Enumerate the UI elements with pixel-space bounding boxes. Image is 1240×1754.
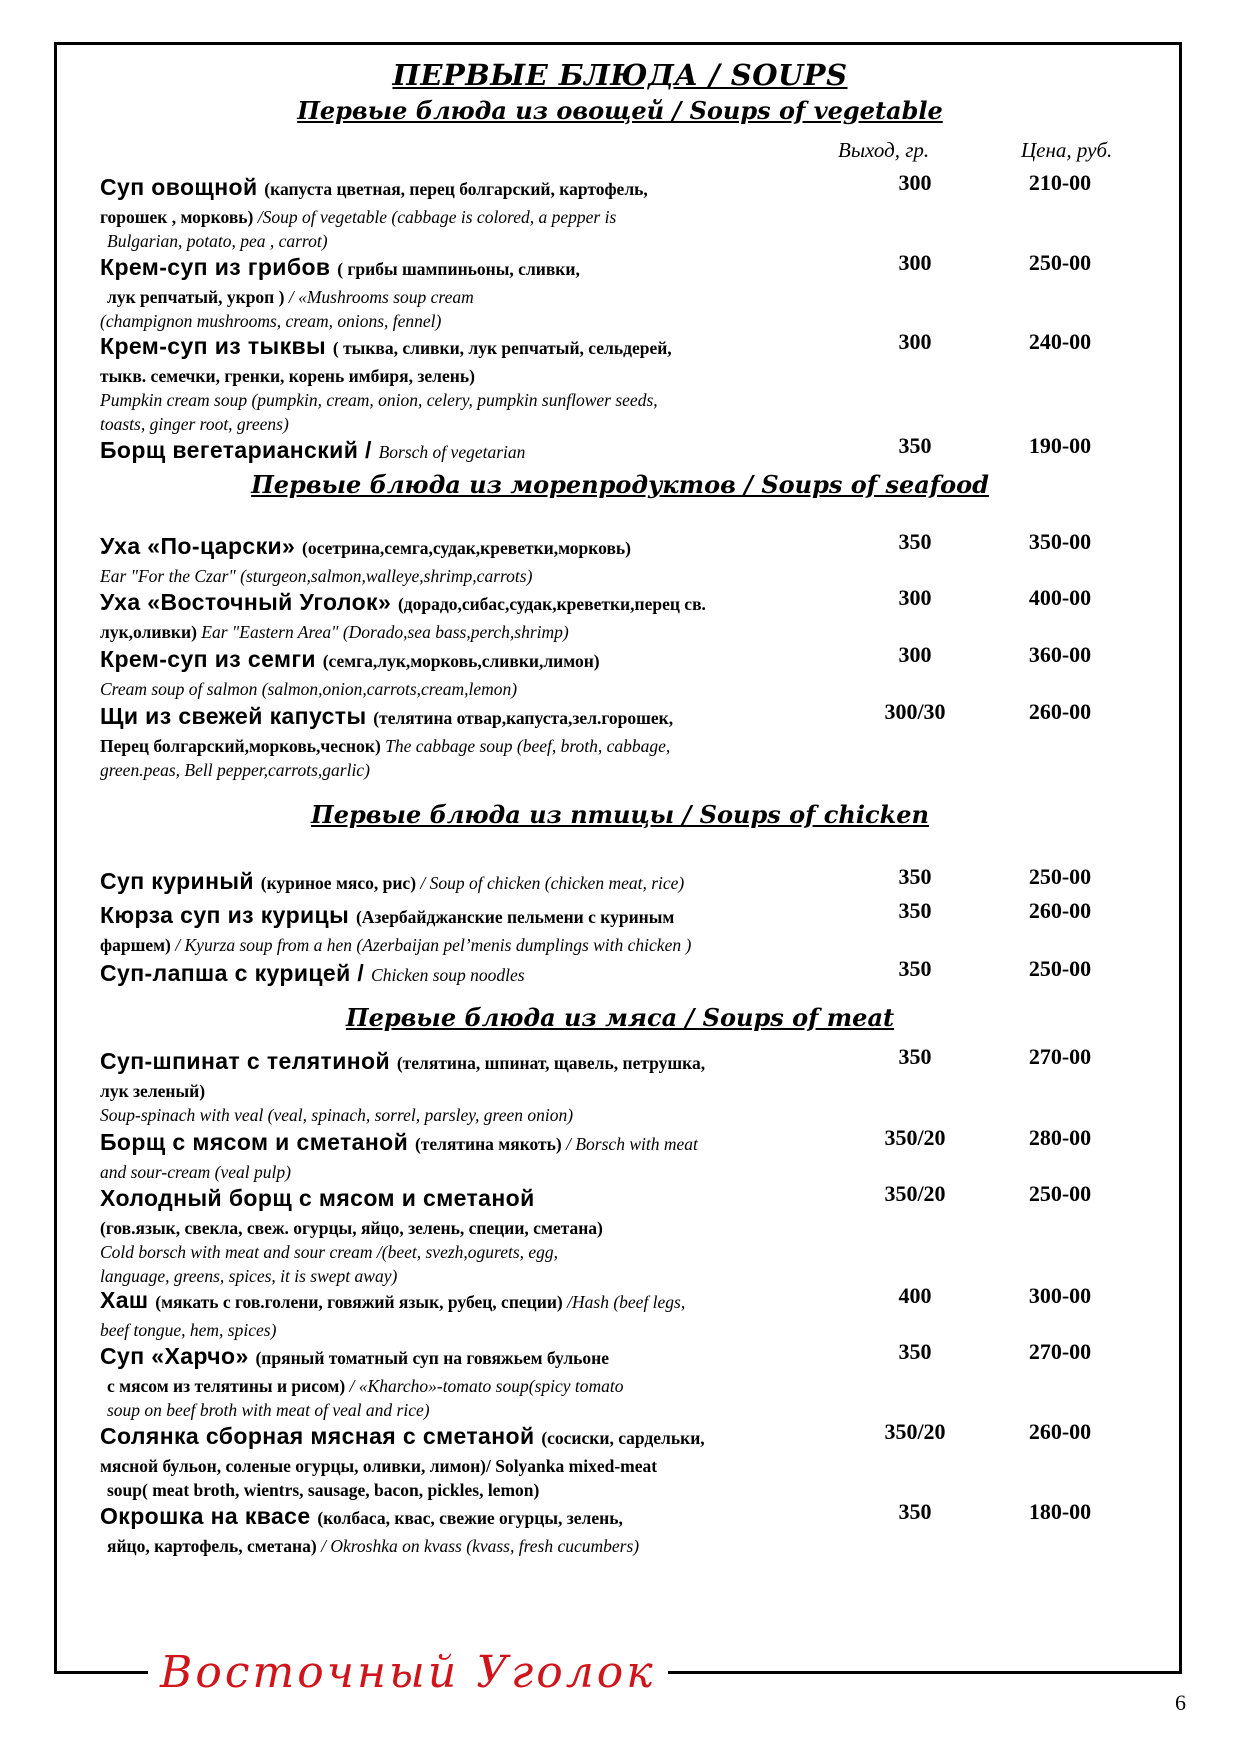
- dish-name: Борщ вегетарианский /: [100, 437, 379, 463]
- dish-ingredients-ru: (телятина отвар,капуста,зел.горошек,: [373, 708, 674, 728]
- dish-description-en: /Soup of vegetable (cabbage is colored, a pepper is: [257, 207, 617, 227]
- dish-description-en: green.peas, Bell pepper,carrots,garlic): [100, 760, 370, 780]
- dish-ingredients-ru: (куриное мясо, рис): [260, 873, 421, 893]
- dish-ingredients-ru: (дорадо,сибас,судак,креветки,перец св.: [397, 594, 706, 614]
- menu-item: [100, 958, 840, 992]
- page-title: ПЕРВЫЕ БЛЮДА / SOUPS: [392, 58, 848, 92]
- dish-ingredients-ru: (телятина мякоть): [414, 1134, 567, 1154]
- dish-ingredients-ru: тыкв. семечки, гренки, корень имбиря, зелень): [100, 366, 475, 386]
- section-title: Первые блюда из птицы / Soups of chicken: [311, 800, 929, 829]
- dish-description-en: / Kyurza soup from a hen (Azerbaijan pel’menis dumplings with chicken ): [175, 935, 692, 955]
- dish-description-en: / «Mushrooms soup cream: [288, 287, 474, 307]
- dish-yield: 350: [898, 898, 932, 923]
- section-title: Первые блюда из мяса / Soups of meat: [345, 1003, 895, 1032]
- dish-yield: 350/20: [884, 1419, 946, 1444]
- dish-description-en: soup on beef broth with meat of veal and rice): [107, 1400, 430, 1420]
- dish-name: Крем-суп из семги: [100, 646, 323, 672]
- dish-yield: 300: [898, 170, 932, 195]
- dish-yield: 350: [898, 1339, 932, 1364]
- dish-name: Суп «Харчо»: [100, 1343, 256, 1369]
- dish-ingredients-ru: (колбаса, квас, свежие огурцы, зелень,: [317, 1508, 623, 1528]
- dish-ingredients-ru: (капуста цветная, перец болгарский, картофель,: [264, 179, 648, 199]
- dish-yield: 350: [898, 1499, 932, 1524]
- dish-ingredients-ru: лук зеленый): [100, 1081, 206, 1101]
- dish-ingredients-ru: горошек , морковь): [100, 207, 258, 227]
- dish-description-en: Pumpkin cream soup (pumpkin, cream, onion, celery, pumpkin sunflower seeds,: [100, 390, 658, 410]
- dish-name: Суп куриный: [100, 868, 261, 894]
- dish-name: Суп-лапша с курицей /: [100, 960, 372, 986]
- dish-yield: 300: [898, 585, 932, 610]
- dish-name: Щи из свежей капусты: [100, 703, 374, 729]
- dish-name: Суп овощной: [100, 174, 265, 200]
- dish-ingredients-ru: с мясом из телятины и рисом): [107, 1376, 350, 1396]
- dish-yield: 350: [898, 864, 932, 889]
- dish-description-en: The cabbage soup (beef, broth, cabbage,: [385, 736, 671, 756]
- yield-column-header: Выход, гр.: [838, 138, 930, 162]
- dish-ingredients-ru: лук репчатый, укроп ): [107, 287, 289, 307]
- dish-ingredients-ru: soup( meat broth, wientrs, sausage, bacon, pickles, lemon): [107, 1480, 540, 1500]
- menu-item: [100, 331, 840, 437]
- dish-description-en: Ear "Eastern Area" (Dorado,sea bass,perch,shrimp): [201, 622, 569, 642]
- dish-name: Хаш: [100, 1287, 156, 1313]
- dish-ingredients-ru: ( грибы шампиньоны, сливки,: [337, 259, 580, 279]
- dish-ingredients-ru: (пряный томатный суп на говяжьем бульоне: [255, 1348, 610, 1368]
- dish-ingredients-ru: (мякать с гов.голени, говяжий язык, рубец, специи): [155, 1292, 568, 1312]
- dish-description-en: Soup-spinach with veal (veal, spinach, sorrel, parsley, green onion): [100, 1105, 574, 1125]
- dish-price: 350-00: [1028, 529, 1092, 554]
- menu-item: [100, 1127, 840, 1185]
- dish-ingredients-ru: (гов.язык, свекла, свеж. огурцы, яйцо, зелень, специи, сметана): [100, 1218, 603, 1238]
- menu-item: [100, 866, 840, 900]
- menu-item: [100, 1183, 840, 1289]
- dish-description-en: Bulgarian, potato, pea , carrot): [107, 231, 328, 251]
- dish-yield: 350: [898, 956, 932, 981]
- dish-price: 400-00: [1028, 585, 1092, 610]
- dish-ingredients-ru: (сосиски, сардельки,: [541, 1428, 705, 1448]
- dish-price: 180-00: [1028, 1499, 1092, 1524]
- menu-item: [100, 172, 840, 254]
- dish-yield: 350/20: [884, 1181, 946, 1206]
- menu-item: [100, 1046, 840, 1128]
- dish-yield: 350: [898, 433, 932, 458]
- price-column-header: Цена, руб.: [1021, 138, 1113, 162]
- menu-item: [100, 252, 840, 334]
- dish-price: 260-00: [1028, 1419, 1092, 1444]
- dish-description-en: / Soup of chicken (chicken meat, rice): [420, 873, 685, 893]
- dish-description-en: language, greens, spices, it is swept away): [100, 1266, 398, 1286]
- dish-price: 250-00: [1028, 250, 1092, 275]
- dish-ingredients-ru: ( тыква, сливки, лук репчатый, сельдерей,: [332, 338, 672, 358]
- dish-name: Окрошка на квасе: [100, 1503, 318, 1529]
- page-number: 6: [1175, 1690, 1186, 1715]
- dish-name: Крем-суп из тыквы: [100, 333, 333, 359]
- dish-description-en: and sour-cream (veal pulp): [100, 1162, 291, 1182]
- menu-item: [100, 701, 840, 783]
- menu-item: [100, 435, 840, 469]
- menu-item: [100, 1285, 840, 1343]
- dish-price: 250-00: [1028, 956, 1092, 981]
- dish-name: Солянка сборная мясная с сметаной: [100, 1423, 542, 1449]
- dish-name: Уха «По-царски»: [100, 533, 303, 559]
- dish-name: Борщ с мясом и сметаной: [100, 1129, 415, 1155]
- menu-item: [100, 644, 840, 702]
- dish-yield: 300: [898, 642, 932, 667]
- dish-ingredients-ru: лук,оливки): [100, 622, 202, 642]
- dish-price: 250-00: [1028, 1181, 1092, 1206]
- dish-description-en: / «Kharcho»-tomato soup(spicy tomato: [349, 1376, 624, 1396]
- dish-ingredients-ru: (осетрина,семга,судак,креветки,морковь): [302, 538, 631, 558]
- menu-item: [100, 1501, 840, 1559]
- dish-description-en: /Hash (beef legs,: [567, 1292, 686, 1312]
- dish-price: 190-00: [1028, 433, 1092, 458]
- dish-description-en: / Okroshka on kvass (kvass, fresh cucumbers): [321, 1536, 640, 1556]
- dish-description-en: Chicken soup noodles: [371, 965, 525, 985]
- dish-yield: 300: [898, 250, 932, 275]
- dish-name: Кюрза суп из курицы: [100, 902, 356, 928]
- dish-price: 250-00: [1028, 864, 1092, 889]
- dish-yield: 400: [898, 1283, 932, 1308]
- dish-name: Крем-суп из грибов: [100, 254, 338, 280]
- dish-description-en: Cream soup of salmon (salmon,onion,carrots,cream,lemon): [100, 679, 518, 699]
- dish-yield: 350/20: [884, 1125, 946, 1150]
- dish-yield: 300/30: [884, 699, 946, 724]
- dish-price: 280-00: [1028, 1125, 1092, 1150]
- dish-description-en: Cold borsch with meat and sour cream /(beet, svezh,ogurets, egg,: [100, 1242, 559, 1262]
- dish-description-en: beef tongue, hem, spices): [100, 1320, 277, 1340]
- dish-ingredients-ru: фаршем): [100, 935, 176, 955]
- dish-price: 260-00: [1028, 699, 1092, 724]
- dish-price: 210-00: [1028, 170, 1092, 195]
- dish-ingredients-ru: (телятина, шпинат, щавель, петрушка,: [396, 1053, 706, 1073]
- dish-description-en: toasts, ginger root, greens): [100, 414, 289, 434]
- dish-ingredients-ru: мясной бульон, соленые огурцы, оливки, лимон)/ Solyanka mixed-meat: [100, 1456, 658, 1476]
- dish-description-en: Ear "For the Czar" (sturgeon,salmon,walleye,shrimp,carrots): [100, 566, 533, 586]
- dish-yield: 350: [898, 529, 932, 554]
- dish-price: 260-00: [1028, 898, 1092, 923]
- dish-ingredients-ru: яйцо, картофель, сметана): [107, 1536, 322, 1556]
- dish-name: Уха «Восточный Уголок»: [100, 589, 398, 615]
- dish-ingredients-ru: Перец болгарский,морковь,чеснок): [100, 736, 386, 756]
- restaurant-logo: Восточный Уголок: [148, 1633, 668, 1713]
- dish-price: 300-00: [1028, 1283, 1092, 1308]
- dish-name: Суп-шпинат с телятиной: [100, 1048, 397, 1074]
- menu-item: [100, 900, 840, 958]
- dish-ingredients-ru: (Азербайджанские пельмени с куриным: [355, 907, 675, 927]
- menu-item: [100, 531, 840, 589]
- dish-ingredients-ru: (семга,лук,морковь,сливки,лимон): [322, 651, 600, 671]
- menu-item: [100, 1421, 840, 1503]
- menu-item: [100, 587, 840, 645]
- dish-price: 270-00: [1028, 1339, 1092, 1364]
- dish-price: 270-00: [1028, 1044, 1092, 1069]
- dish-description-en: / Borsch with meat: [566, 1134, 698, 1154]
- dish-description-en: (champignon mushrooms, cream, onions, fennel): [100, 311, 442, 331]
- section-title: Первые блюда из морепродуктов / Soups of seafood: [251, 470, 989, 499]
- dish-yield: 300: [898, 329, 932, 354]
- dish-yield: 350: [898, 1044, 932, 1069]
- dish-price: 240-00: [1028, 329, 1092, 354]
- dish-price: 360-00: [1028, 642, 1092, 667]
- section-title: Первые блюда из овощей / Soups of vegetable: [297, 96, 943, 125]
- menu-item: [100, 1341, 840, 1423]
- dish-description-en: Borsch of vegetarian: [378, 442, 526, 462]
- dish-name: Холодный борщ с мясом и сметаной: [100, 1185, 535, 1211]
